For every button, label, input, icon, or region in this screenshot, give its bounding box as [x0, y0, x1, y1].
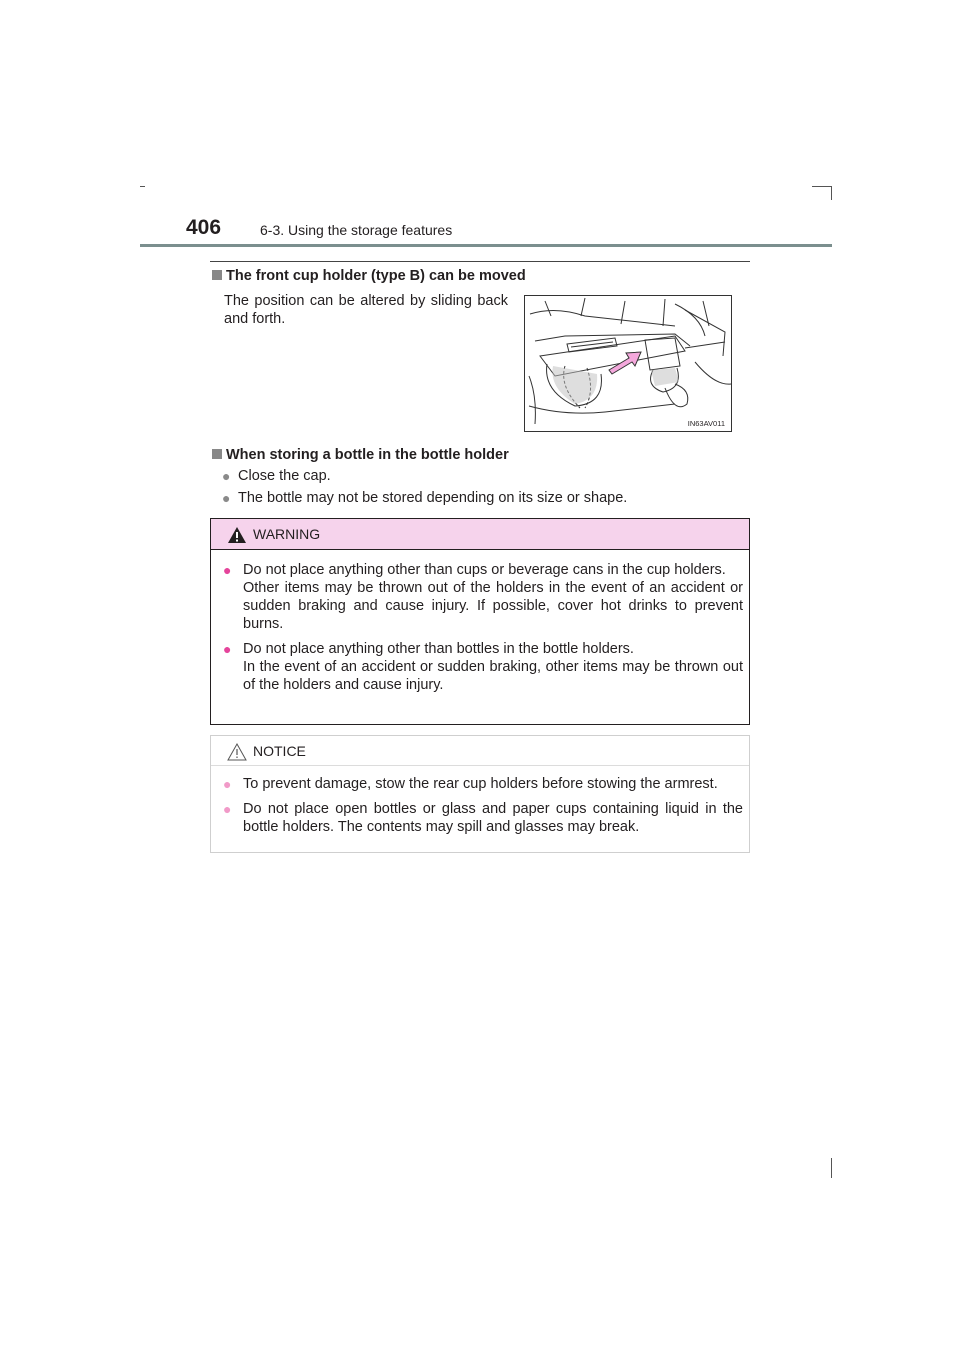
notice-label: NOTICE: [253, 743, 306, 759]
illustration-code: IN63AV011: [687, 419, 725, 428]
bullet-icon: ●: [223, 562, 232, 578]
section-title: 6-3. Using the storage features: [260, 222, 453, 238]
cup-holder-description: The position can be altered by sliding back and forth.: [224, 293, 508, 327]
bullet-icon: ●: [223, 776, 232, 792]
bullet-icon: ●: [222, 468, 231, 484]
notice-items: [223, 775, 743, 843]
warning-items: [223, 561, 743, 701]
crop-mark: [140, 186, 145, 187]
list-item: ● Do not place anything other than bottles in the bottle holders. In the event of an accident or sudden braking, other items may be thrown out of the holders and cause injury.: [223, 641, 743, 693]
warning-header: [211, 519, 749, 550]
notice-header: [211, 736, 749, 766]
heading-square-icon: [212, 270, 222, 280]
heading-square-icon: [212, 449, 222, 459]
cup-holder-illustration: [524, 295, 732, 432]
console-drawing: [525, 296, 732, 432]
header-rule: [140, 244, 832, 247]
bullet-icon: ●: [223, 801, 232, 817]
page-number: 406: [186, 216, 222, 239]
list-item: ● To prevent damage, stow the rear cup holders before stowing the armrest.: [223, 776, 718, 792]
section-heading-bottle-holder: When storing a bottle in the bottle holder: [212, 447, 509, 463]
warning-label: WARNING: [253, 526, 321, 542]
warning-box: [210, 518, 750, 725]
warning-triangle-icon: [227, 526, 247, 544]
crop-mark: [812, 186, 832, 187]
crop-mark: [831, 186, 832, 200]
section-divider: [210, 261, 750, 262]
notice-box: [210, 735, 750, 853]
section-heading-cup-holder: The front cup holder (type B) can be moved: [212, 268, 526, 284]
list-item: ● The bottle may not be stored depending on its size or shape.: [222, 490, 628, 506]
bottle-holder-bullets: [222, 468, 750, 512]
bullet-icon: ●: [223, 641, 232, 657]
list-item: ● Do not place anything other than cups or beverage cans in the cup holders. Other items may be thrown out of the holders in the event of an accident or sudden braking and cause injury. If possible, cover hot drinks to prevent burns.: [223, 562, 743, 632]
list-item: ● Close the cap.: [222, 468, 331, 484]
crop-mark: [831, 1158, 832, 1178]
caution-triangle-icon: [227, 743, 247, 761]
list-item: ● Do not place open bottles or glass and paper cups containing liquid in the bottle holders. The contents may spill and glasses may break.: [223, 801, 743, 835]
bullet-icon: ●: [222, 490, 231, 506]
